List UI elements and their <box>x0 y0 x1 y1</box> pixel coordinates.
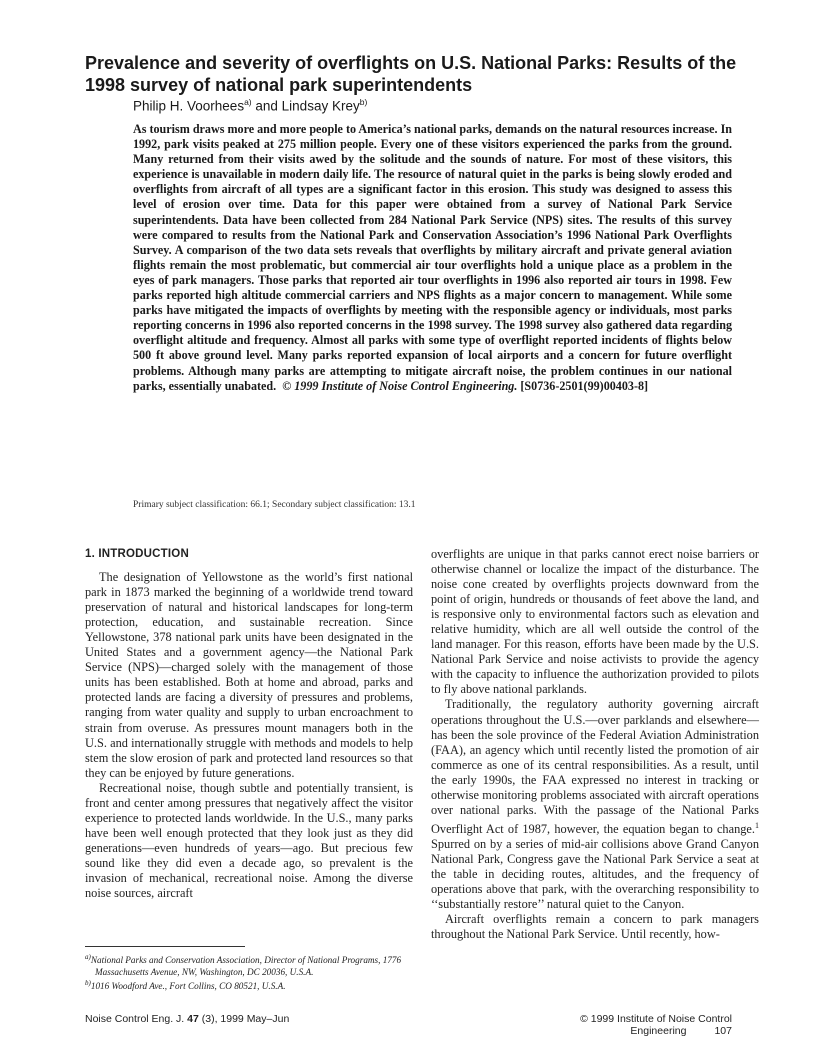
author-connector: and <box>251 98 282 114</box>
footnote-marker: a) <box>85 953 91 961</box>
left-column <box>85 547 413 901</box>
paragraph-text: Traditionally, the regulatory authority governing aircraft operations throughout the U.S.—over parklands and elsewhere—has been the sole province of the Federal Aviation Administration (FAA), an agency which until recently listed the promotion of air commerce as one of its central responsibilities. As a result, until the early 1990s, the FAA expressed no interest in tracking or otherwise monitoring problems associated with aircraft operations over national parks. With the passage of the National Parks Overflight Act of 1987, however, the equation began to change. <box>431 697 759 836</box>
paragraph-text: Spurred on by a series of mid-air collisions above Grand Canyon National Park, Congress gave the National Park Service a seat at the table in deciding routes, altitudes, and the frequency of operations above that park, with the overarching responsibility to ‘‘substantially restore’’ natural quiet to the Canyon. <box>431 837 759 912</box>
footnote <box>85 952 410 978</box>
abstract-copyright-end: Engineering. <box>451 378 518 393</box>
right-column <box>431 547 759 942</box>
body-paragraph <box>431 697 759 912</box>
author-name: Philip H. Voorhees <box>133 98 245 114</box>
footer-copyright-text: © 1999 Institute of Noise Control Engineering <box>580 1013 732 1037</box>
affiliation-marker: b) <box>359 97 368 107</box>
body-paragraph: Recreational noise, though subtle and potentially transient, is front and center among pressures that negatively affect the visitor experience to protected lands worldwide. In the U.S., many parks have been well enough protected that they look just as they did generations—even hundreds of years—ago. But precious few sound like they did even a decade ago, so prevalent is the invasion of mechanical, recreational noise. Among the diverse noise sources, aircraft <box>85 780 413 901</box>
footnotes <box>85 952 410 993</box>
footnote-marker: b) <box>85 979 91 988</box>
affiliation-marker: a) <box>244 97 252 107</box>
journal-name: Noise Control Eng. J. <box>85 1013 185 1025</box>
body-paragraph: The designation of Yellowstone as the world’s first national park in 1873 marked the beginning of a worldwide trend toward preservation of natural and historical landscapes for long-term protection, education, and sustainable recreation. Since Yellowstone, 378 national park units have been designated in the United States and a government agency—the National Park Service (NPS)—charged solely with the management of those units has been established. Both at home and abroad, parks and protected lands are facing a diversity of pressures and problems, ranging from water quality and supply to urban encroachment to strain from overuse. As pressures mount managers both in the U.S. and internationally struggle with methods and models to help stem the slow erosion of park and protected land resources so that they can be enjoyed by future generations. <box>85 570 413 780</box>
footnote <box>85 978 410 993</box>
footnote-text: National Parks and Conservation Association, Director of National Programs, 1776 Massachusetts Avenue, NW, Washington, DC 20036, U.S.A. <box>90 955 402 977</box>
abstract-body: As tourism draws more and more people to America’s national parks, demands on the natural resources increase. In 1992, park visits peaked at 275 million people. Every one of these visitors experienced the parks from the ground. Many returned from their visits awed by the solitude and the sounds of nature. For most of these visitors, this experience is unavailable in modern daily life. The resource of natural quiet in the parks is being slowly eroded and overflights from aircraft of all types are a significant factor in this erosion. This study was designed to assess this level of erosion over time. Data for this paper were obtained from a survey of National Park Service superintendents. Data have been collected from 284 National Park Service (NPS) sites. The results of this survey were compared to results from the National Park and Conservation Association’s 1996 National Park Overflights Survey. A comparison of the two data sets reveals that overflights by military aircraft and private general aviation flights remain the most problematic, but commercial air tour overflights hold a unique place as a problem in the eyes of park managers. Those parks that reported air tour overflights in 1996 also reported air tours in 1998. Few parks reported high altitude commercial carriers and NPS flights as a major concern to management. While some parks have mitigated the impacts of overflights by meeting with the responsible agency or individuals, most parks reporting concerns in 1996 also reported concerns in the 1998 survey. The 1998 survey also gathered data regarding overflight altitude and frequency. Almost all parks with some type of overflight reported incidents of flights below 500 ft above ground level. Many parks reported expansion of local airports and a concern for future overflight problems. Although many parks are attempting to mitigate aircraft noise, the problem continues in our national parks, essentially unabated. <box>133 122 732 393</box>
subject-classification: Primary subject classification: 66.1; Secondary subject classification: 13.1 <box>133 500 416 510</box>
footnote-divider <box>85 946 245 947</box>
journal-issue: (3), 1999 May–Jun <box>198 1013 290 1025</box>
footnote-text: 1016 Woodford Ave., Fort Collins, CO 80521, U.S.A. <box>90 981 286 992</box>
journal-volume: 47 <box>187 1013 199 1025</box>
author-name: Lindsay Krey <box>281 98 360 114</box>
section-heading: 1. INTRODUCTION <box>85 548 189 560</box>
page-number: 107 <box>714 1025 732 1037</box>
abstract-copyright: © 1999 Institute of Noise Control <box>282 378 449 393</box>
abstract <box>133 122 732 394</box>
abstract-code: [S0736-2501(99)00403-8] <box>520 378 649 393</box>
paper-title: Prevalence and severity of overflights on U.S. National Parks: Results of the 1998 survey of national park superintendents <box>85 53 737 95</box>
reference-marker: 1 <box>755 820 759 830</box>
footer-journal <box>85 1013 289 1025</box>
author-line <box>133 97 367 114</box>
body-paragraph: overflights are unique in that parks cannot erect noise barriers or otherwise channel or localize the impact of the disturbance. The noise cone created by overflights projects downward from the point of origin, hundreds or thousands of feet above the land, and is responsive only to environmental factors such as elevation and relative humidity, which are all well outside the control of the land manager. For this reason, efforts have been made by the U.S. National Park Service and noise activists to provide the agency with the capacity to influence the authorization provided to pilots to fly above national parklands. <box>431 547 759 697</box>
footer-copyright <box>490 1013 732 1037</box>
body-paragraph: Aircraft overflights remain a concern to park managers throughout the National Park Service. Until recently, how- <box>431 912 759 942</box>
